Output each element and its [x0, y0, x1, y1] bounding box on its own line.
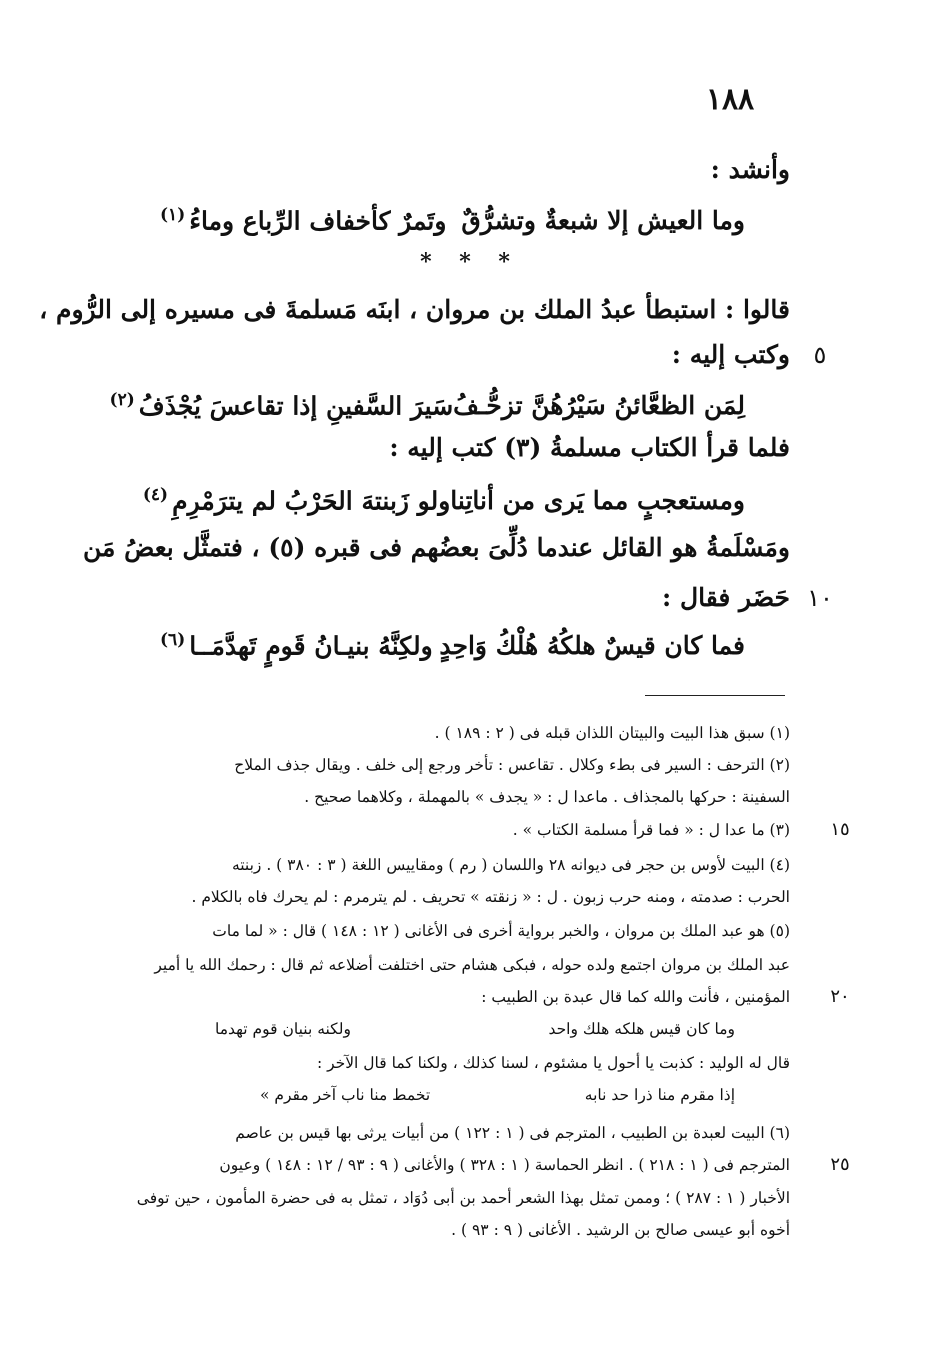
line-number: ١٥	[830, 819, 850, 840]
footnote-verse	[260, 1080, 735, 1110]
footnote-line: عبد الملك بن مروان اجتمع ولده حوله ، فبكى هشام حتى اختلفت أضلاعه ثم قال : رحمك الله يا أمير	[154, 956, 790, 974]
footnote-line: (١) سبق هذا البيت والبيتان اللذان قبله فى ( ٢ : ١٨٩ ) .	[434, 724, 790, 742]
text-line: حَضَر فقال :	[662, 583, 790, 612]
verse-hemistich-first: وما كان قيس هلكه هلك واحد	[548, 1020, 735, 1038]
footnote-line: المؤمنين ، فأنت والله كما قال عبدة بن الطبيب :	[481, 988, 790, 1006]
verse-line	[109, 380, 745, 426]
footnote-verse	[215, 1014, 735, 1044]
verse-line	[160, 195, 745, 241]
footnote-line: أخوه أبو عيسى صالح بن الرشيد . الأغانى ( ٩ : ٩٣ ) .	[451, 1221, 790, 1239]
footnote-line: (٥) هو عبد الملك بن مروان ، والخبر برواية أخرى فى الأغانى ( ١٢ : ١٤٨ ) قال : « لما مات	[212, 922, 790, 940]
footnote-line: (٤) البيت لأوس بن حجر فى ديوانه ٢٨ واللسان ( رم ) ومقاييس اللغة ( ٣ : ٣٨٠ ) . زبنته	[231, 856, 790, 874]
verse-line	[142, 475, 745, 521]
verse-line	[160, 620, 745, 666]
verse-hemistich-first: إذا مقرم منا ذرا حد نابه	[584, 1086, 735, 1104]
verse-hemistich-first: لِمَن الظعَّائنُ سَيْرُهُنَّ تزحُّـفُ	[453, 391, 745, 421]
text-line: ومَسْلَمةُ هو القائل عندما دُلِّىَ بعضُهم فى قبره (٥) ، فتمثَّل بعضُ مَن	[82, 533, 790, 562]
line-number: ٢٥	[830, 1154, 850, 1175]
footnote-ref: (١)	[160, 205, 186, 225]
footnote-line: قال له الوليد : كذبت يا أحول يا مشئوم ، لسنا كذلك ، ولكنا كما قال الآخر :	[316, 1054, 790, 1072]
verse-hemistich-second	[160, 195, 446, 241]
verse-text: ولو زَبنتهَ الحَرْبُ لم يترَمْرِمِ	[172, 486, 451, 516]
section-divider-stars: * * *	[420, 249, 520, 275]
page-number: ١٨٨	[705, 82, 755, 117]
footnote-ref: (٤)	[142, 485, 169, 505]
text-line: فلما قرأ الكتاب مسلمةُ (٣) كتب إليه :	[389, 433, 790, 462]
line-number: ٢٠	[830, 986, 850, 1007]
footnote-line: الأخبار ( ١ : ٢٨٧ ) ؛ وممن تمثل بهذا الشعر أحمد بن أبى دُوَاد ، تمثل به فى حضرة المأمون ، حين توفى	[136, 1189, 790, 1207]
footnote-separator	[645, 695, 785, 696]
text-line: وكتب إليه :	[671, 340, 790, 369]
verse-text: وتَمرٌ كأخفاف الرِّباع وماءُ	[189, 206, 447, 236]
line-number: ١٠	[807, 584, 833, 612]
verse-hemistich-second: ولكنه بنيان قوم تهدما	[215, 1020, 351, 1038]
footnote-line: السفينة : حركها بالمجذاف . ماعدا ل : « يجدف » بالمهملة ، وكلاهما صحيح .	[304, 788, 790, 806]
verse-text: ولكِنَّهُ بنيـانُ قَومٍ تَهدَّمَــا	[189, 631, 433, 661]
verse-text: سَيرَ السَّفينِ إذا تقاعسَ يُجْذَفُ	[138, 391, 454, 421]
footnote-ref: (٦)	[160, 630, 186, 650]
verse-hemistich-first: وما العيش إلا شبعةٌ وتشرُّقٌ	[461, 206, 745, 236]
verse-hemistich-second: تخمط منا ناب آخر مقرم »	[260, 1086, 431, 1104]
verse-hemistich-first: ومستعجبٍ مما يَرى من أناتِنا	[450, 486, 745, 516]
footnote-line: (٦) البيت لعبدة بن الطبيب ، المترجم فى ( ١ : ١٢٢ ) من أبيات يرثى بها قيس بن عاصم	[235, 1124, 790, 1142]
verse-hemistich-second	[160, 620, 433, 666]
footnote-line: المترجم فى ( ١ : ٢١٨ ) . انظر الحماسة ( ١ : ٣٢٨ ) والأغانى ( ٩ : ٩٣ / ١٢ : ١٤٨ ) وعيون	[219, 1156, 790, 1174]
verse-hemistich-second	[143, 475, 450, 521]
line-number: ٥	[813, 341, 827, 369]
text-line: وأنشد :	[710, 155, 790, 184]
footnote-ref: (٢)	[109, 390, 135, 410]
footnote-line: (٣) ما عدا ل : « فما قرأ مسلمة الكتاب » .	[512, 821, 790, 839]
text-line: قالوا : استبطأ عبدُ الملك بن مروان ، ابنَه مَسلمةَ فى مسيره إلى الرُّوم ،	[39, 295, 790, 324]
verse-hemistich-first: فما كان قيسٌ هلكُهُ هُلْكُ وَاحِدٍ	[439, 631, 745, 661]
verse-hemistich-second	[110, 380, 454, 426]
footnote-line: (٢) الترحف : السير فى بطء وكلال . تقاعس : تأخر ورجع إلى خلف . ويقال جذف الملاح	[234, 756, 790, 774]
footnote-line: الحرب : صدمته ، ومنه حرب زبون . ل : « زنقته » تحريف . لم يترمرم : لم يحرك فاه بالكلام .	[191, 888, 790, 906]
